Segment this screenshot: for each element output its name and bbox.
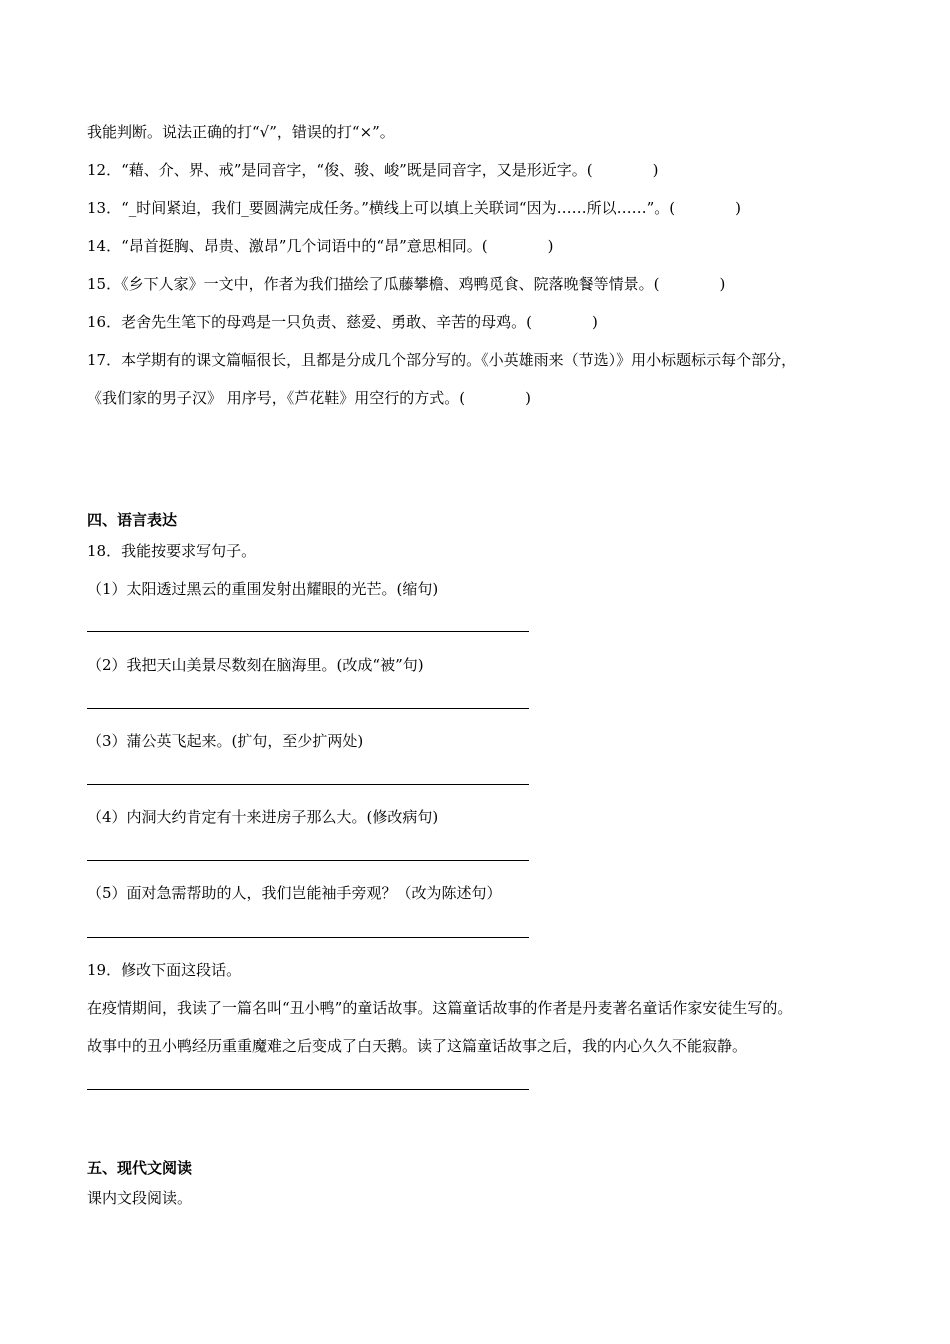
question-17-line2: 《我们家的男子汉》 用序号，《芦花鞋》用空行的方式。( )	[87, 389, 531, 407]
subquestion-18-5: （5）面对急需帮助的人，我们岂能袖手旁观？（改为陈述句）	[87, 884, 502, 902]
question-18: 18．我能按要求写句子。	[87, 542, 257, 560]
answer-line[interactable]	[87, 937, 529, 938]
question-15: 15．《乡下人家》一文中，作者为我们描绘了瓜藤攀檐、鸡鸭觅食、院落晚餐等情景。( )	[87, 275, 726, 293]
question-19: 19．修改下面这段话。	[87, 961, 242, 979]
subquestion-18-4: （4）内洞大约肯定有十来进房子那么大。(修改病句)	[87, 808, 439, 826]
subquestion-18-3: （3）蒲公英飞起来。(扩句，至少扩两处)	[87, 732, 364, 750]
answer-line[interactable]	[87, 1089, 529, 1090]
question-16: 16．老舍先生笔下的母鸡是一只负责、慈爱、勇敢、辛苦的母鸡。( )	[87, 313, 598, 331]
question-17-line1: 17．本学期有的课文篇幅很长，且都是分成几个部分写的。《小英雄雨来（节选）》用小标题标示每个部分，	[87, 351, 797, 369]
question-12: 12．“藉、介、界、戒”是同音字，“俊、骏、峻”既是同音字，又是形近字。( )	[87, 161, 659, 179]
passage-line2: 故事中的丑小鸭经历重重魔难之后变成了白天鹅。读了这篇童话故事之后，我的内心久久不能寂静。	[87, 1037, 748, 1055]
section-title: 五、现代文阅读	[87, 1159, 193, 1177]
question-14: 14．“昂首挺胸、昂贵、激昂”几个词语中的“昂”意思相同。( )	[87, 237, 554, 255]
subquestion-18-1: （1）太阳透过黑云的重围发射出耀眼的光芒。(缩句)	[87, 580, 439, 598]
answer-line[interactable]	[87, 860, 529, 861]
answer-line[interactable]	[87, 784, 529, 785]
section-title: 四、语言表达	[87, 511, 178, 529]
subquestion-18-2: （2）我把天山美景尽数刻在脑海里。(改成“被”句)	[87, 656, 424, 674]
question-13: 13．“_时间紧迫，我们_要圆满完成任务。”横线上可以填上关联词“因为……所以……”。( )	[87, 199, 741, 217]
passage-line1: 在疫情期间，我读了一篇名叫“丑小鸭”的童话故事。这篇童话故事的作者是丹麦著名童话作家安徒生写的。	[87, 999, 793, 1017]
section-intro: 我能判断。说法正确的打“√”，错误的打“×”。	[87, 123, 395, 141]
section-intro: 课内文段阅读。	[87, 1189, 193, 1207]
answer-line[interactable]	[87, 708, 529, 709]
answer-line[interactable]	[87, 631, 529, 632]
